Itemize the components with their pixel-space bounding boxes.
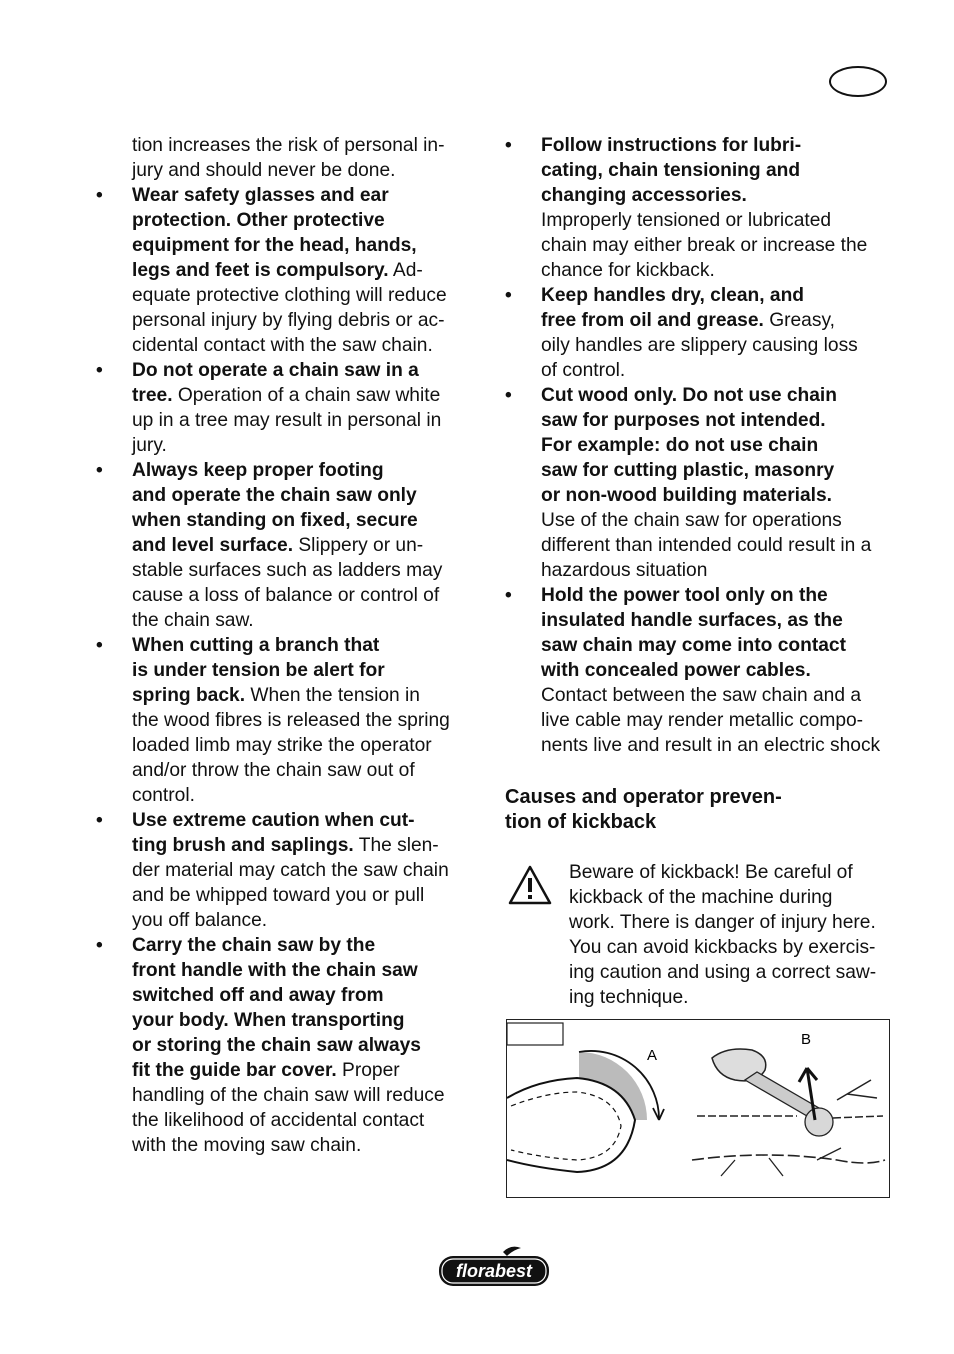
list-item bbox=[96, 458, 482, 633]
bullet: • bbox=[505, 385, 512, 406]
body-text: Slippery or un- bbox=[293, 535, 424, 556]
body-text: and/or throw the chain saw out of bbox=[132, 760, 415, 781]
body-text: with the moving saw chain. bbox=[132, 1135, 362, 1156]
body-text: live cable may render metallic compo- bbox=[541, 710, 864, 731]
body-text: Contact between the saw chain and a bbox=[541, 685, 862, 706]
list-item bbox=[96, 183, 482, 358]
emphasis-text: cating, chain tensioning and bbox=[541, 160, 801, 181]
emphasis-text: legs and feet is compulsory. bbox=[132, 260, 389, 281]
bullet: • bbox=[96, 185, 103, 206]
bullet: • bbox=[96, 460, 103, 481]
list-item bbox=[96, 808, 482, 933]
list-item bbox=[96, 633, 482, 808]
body-text: Proper bbox=[336, 1060, 400, 1081]
left-column bbox=[96, 133, 482, 1158]
contact-point bbox=[805, 1108, 833, 1136]
emphasis-text: or storing the chain saw always bbox=[132, 1035, 421, 1056]
bullet: • bbox=[96, 635, 103, 656]
emphasis-text: your body. When transporting bbox=[132, 1010, 405, 1031]
continuation-text: tion increases the risk of personal in- jury and should never be done. bbox=[132, 135, 445, 181]
kickback-warning: Beware of kickback! Be careful of kickback of the machine during work. There is danger of injury here. You can avoid kickbacks by exercis- ing caution and using a correct saw- ing technique. bbox=[505, 860, 895, 1010]
emphasis-text: saw for purposes not intended. bbox=[541, 410, 826, 431]
language-badge bbox=[829, 66, 887, 97]
body-text: the chain saw. bbox=[132, 610, 254, 631]
emphasis-text: saw chain may come into contact bbox=[541, 635, 846, 656]
bullet: • bbox=[96, 935, 103, 956]
emphasis-text: When cutting a branch that bbox=[132, 635, 380, 656]
body-text: the likelihood of accidental contact bbox=[132, 1110, 425, 1131]
body-text: handling of the chain saw will reduce bbox=[132, 1085, 445, 1106]
emphasis-text: switched off and away from bbox=[132, 985, 384, 1006]
label-b: B bbox=[801, 1031, 812, 1048]
kickback-illustration bbox=[506, 1019, 890, 1198]
kickback-diagram bbox=[507, 1020, 891, 1199]
branch-line bbox=[697, 1116, 883, 1118]
body-text: oily handles are slippery causing loss bbox=[541, 335, 858, 356]
body-text: of control. bbox=[541, 360, 626, 381]
body-text: When the tension in bbox=[245, 685, 420, 706]
list-item bbox=[505, 583, 895, 758]
emphasis-text: or non-wood building materials. bbox=[541, 485, 833, 506]
body-text: Greasy, bbox=[763, 310, 835, 331]
emphasis-text: Use extreme caution when cut- bbox=[132, 810, 415, 831]
body-text: Improperly tensioned or lubricated bbox=[541, 210, 832, 231]
emphasis-text: insulated handle surfaces, as the bbox=[541, 610, 843, 631]
emphasis-text: Wear safety glasses and ear bbox=[132, 185, 389, 206]
emphasis-text: Carry the chain saw by the bbox=[132, 935, 376, 956]
body-text: stable surfaces such as ladders may bbox=[132, 560, 443, 581]
label-a: A bbox=[647, 1047, 658, 1064]
emphasis-text: is under tension be alert for bbox=[132, 660, 385, 681]
body-text: cidental contact with the saw chain. bbox=[132, 335, 433, 356]
body-text: you off balance. bbox=[132, 910, 268, 931]
emphasis-text: and operate the chain saw only bbox=[132, 485, 417, 506]
bullet: • bbox=[505, 585, 512, 606]
emphasis-text: free from oil and grease. bbox=[541, 310, 764, 331]
right-column bbox=[505, 133, 895, 1010]
list-item bbox=[505, 283, 895, 383]
body-text: equate protective clothing will reduce bbox=[132, 285, 447, 306]
body-text: chance for kickback. bbox=[541, 260, 715, 281]
emphasis-text: front handle with the chain saw bbox=[132, 960, 418, 981]
body-text: Use of the chain saw for operations bbox=[541, 510, 842, 531]
body-text: jury. bbox=[132, 435, 167, 456]
right-list bbox=[505, 133, 895, 758]
bullet: • bbox=[96, 810, 103, 831]
emphasis-text: Cut wood only. Do not use chain bbox=[541, 385, 837, 406]
guide-bar bbox=[507, 1078, 635, 1172]
body-text: The slen- bbox=[353, 835, 439, 856]
figure-tab bbox=[507, 1023, 563, 1045]
emphasis-text: Hold the power tool only on the bbox=[541, 585, 828, 606]
emphasis-text: Follow instructions for lubri- bbox=[541, 135, 802, 156]
bullet: • bbox=[505, 135, 512, 156]
body-text: Ad- bbox=[388, 260, 423, 281]
list-item bbox=[505, 383, 895, 583]
emphasis-text: equipment for the head, hands, bbox=[132, 235, 417, 256]
emphasis-text: when standing on fixed, secure bbox=[132, 510, 418, 531]
emphasis-text: spring back. bbox=[132, 685, 246, 706]
body-text: and be whipped toward you or pull bbox=[132, 885, 425, 906]
list-item bbox=[96, 358, 482, 458]
emphasis-text: ting brush and saplings. bbox=[132, 835, 354, 856]
emphasis-text: with concealed power cables. bbox=[541, 660, 811, 681]
body-text: up in a tree may result in personal in bbox=[132, 410, 442, 431]
emphasis-text: For example: do not use chain bbox=[541, 435, 819, 456]
emphasis-text: changing accessories. bbox=[541, 185, 747, 206]
list-item bbox=[505, 133, 895, 283]
body-text: chain may either break or increase the bbox=[541, 235, 868, 256]
emphasis-text: Do not operate a chain saw in a bbox=[132, 360, 419, 381]
emphasis-text: tree. bbox=[132, 385, 173, 406]
florabest-logo bbox=[437, 1244, 551, 1290]
section-heading: Causes and operator preven- tion of kickback bbox=[505, 786, 782, 833]
body-text: personal injury by flying debris or ac- bbox=[132, 310, 445, 331]
body-text: nents live and result in an electric shock bbox=[541, 735, 881, 756]
emphasis-text: fit the guide bar cover. bbox=[132, 1060, 337, 1081]
bullet: • bbox=[96, 360, 103, 381]
list-item bbox=[96, 933, 482, 1158]
body-text: control. bbox=[132, 785, 195, 806]
emphasis-text: saw for cutting plastic, masonry bbox=[541, 460, 835, 481]
left-list bbox=[96, 183, 482, 1158]
emphasis-text: and level surface. bbox=[132, 535, 294, 556]
svg-text:florabest: florabest bbox=[455, 1261, 533, 1281]
body-text: different than intended could result in a bbox=[541, 535, 872, 556]
body-text: cause a loss of balance or control of bbox=[132, 585, 440, 606]
warning-icon bbox=[507, 864, 553, 906]
bullet: • bbox=[505, 285, 512, 306]
ground-log bbox=[692, 1155, 885, 1163]
body-text: der material may catch the saw chain bbox=[132, 860, 449, 881]
emphasis-text: Keep handles dry, clean, and bbox=[541, 285, 805, 306]
body-text: loaded limb may strike the operator bbox=[132, 735, 432, 756]
body-text: the wood fibres is released the spring bbox=[132, 710, 450, 731]
body-text: Operation of a chain saw white bbox=[172, 385, 441, 406]
emphasis-text: Always keep proper footing bbox=[132, 460, 384, 481]
body-text: hazardous situation bbox=[541, 560, 708, 581]
emphasis-text: protection. Other protective bbox=[132, 210, 385, 231]
